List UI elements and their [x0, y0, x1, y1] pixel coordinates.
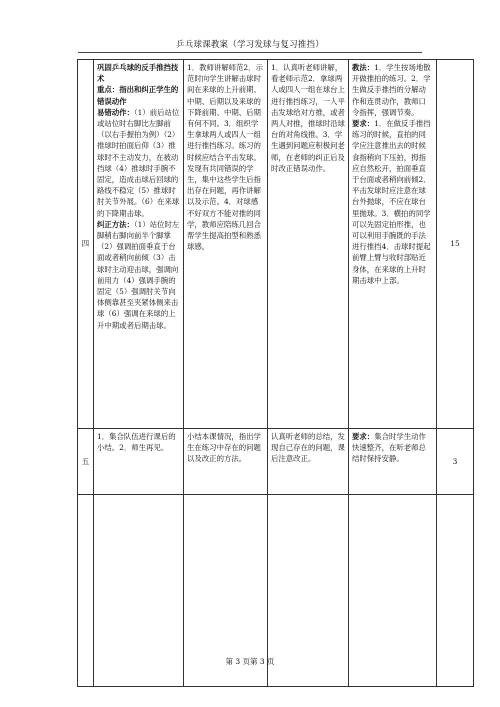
requirement-text: 集合时学生动作快速整齐，在听老师总结时保持安静。 — [352, 432, 426, 464]
time-cell: 3 — [437, 429, 474, 495]
section-number: 四 — [78, 60, 94, 429]
header-rule — [78, 52, 422, 53]
time-cell: 15 — [437, 60, 474, 429]
content-cell: 1．集合队伍进行课后的小结。2．师生再见。 — [94, 429, 184, 495]
errors-label: 易错动作： — [97, 107, 134, 117]
table-row — [78, 60, 474, 429]
student-activity-cell: 1．认真听老师讲解，看老师示范2．拿球两人或四人一组在球台上进行推挡练习，一人平击发球给对方推，或者两人对推，推球时沿球台的对角线推。3．学生遇到问题应积极问老师，在老师的纠正后及时改正错误动作。 — [268, 60, 349, 429]
document-title: 乒乓球课教案（学习发球与复习推挡） — [176, 40, 324, 50]
requirement-label: 要求： — [352, 119, 375, 129]
errors-text: （1）前后站位或站位时右脚比左脚前（以右手握拍为例）（2）推球时拍面后仰（3）推球时不主动发力，在被动挡球（4）推球时手腕不固定，造成击球后回球的路线不稳定（5）推球时肘关节外展。（6）在来球的下降期击球。 — [97, 107, 180, 218]
method-text: 1．学生按场地散开做推拍的练习。2．学生做反手推挡的分解动作和连贯动作，教师口令指挥，强调节奏。 — [352, 63, 431, 117]
teacher-activity-cell: 小结本课情况，指出学生在练习中存在的问题以及改正的方法。 — [184, 429, 268, 495]
requirement-text: 1．在做反手推挡练习的时候，直拍的同学应注意推出去的时候食指稍向下压拍，拇指应自然松开，拍面垂直于台面或者稍向前倾2．平击发球时应注意在球台外抛球，不应在球台里抛球。3．横拍的同学可以先固定拍形推，也可以利用手腕既的手法进行推挡4．击球时提起前臂上臂与收时部贴近身体，在来球的上升时期击球中上部。 — [352, 119, 431, 285]
teacher-activity-cell: 1．教师讲解师范2．示范时向学生讲解击球时间在来球的上升前期、中期、后期以及来球的下降前期、中期、后期有何不同。3．组织学生拿球两人或四人一组进行推挡练习。练习的时候应结合平击发球。发现有共同错误的学生，集中这些学生后指出存在问题，再作讲解以及示范。4．对球感不好双方不能对推的同学，教师应陪练几回合帮学生提高拍型和熟悉球感。 — [184, 60, 268, 429]
method-label: 教法： — [352, 63, 375, 72]
requirement-label: 要求： — [352, 432, 375, 441]
lesson-plan-table — [77, 59, 474, 687]
student-activity-cell: 认真听老师的总结，发现自己存在的问题，课后注意改正。 — [268, 429, 349, 495]
table-row — [78, 429, 474, 495]
content-title: 巩固乒乓球的反手推挡技术 — [97, 63, 179, 84]
focus-text: 指出和纠正学生的错误动作 — [97, 85, 179, 106]
methods-label: 纠正方法： — [97, 219, 134, 229]
content-cell — [94, 60, 184, 429]
methods-text: （1）站位时左脚稍右脚向前半个脚掌（2）强调拍面垂直于台面或者稍向前倾（3）击球时主动迎击球，强调向前用力（4）强调手腕的固定（5）强调肘关节向体侧靠甚至夹紧体侧来击球（6）强调在来球的上升中期或者后期击球。 — [97, 219, 180, 330]
page-footer: 第 3 页第 3 页 — [225, 657, 275, 666]
focus-label: 重点： — [97, 85, 120, 95]
section-number: 五 — [78, 429, 94, 495]
organization-cell — [349, 429, 437, 495]
organization-cell — [349, 60, 437, 429]
